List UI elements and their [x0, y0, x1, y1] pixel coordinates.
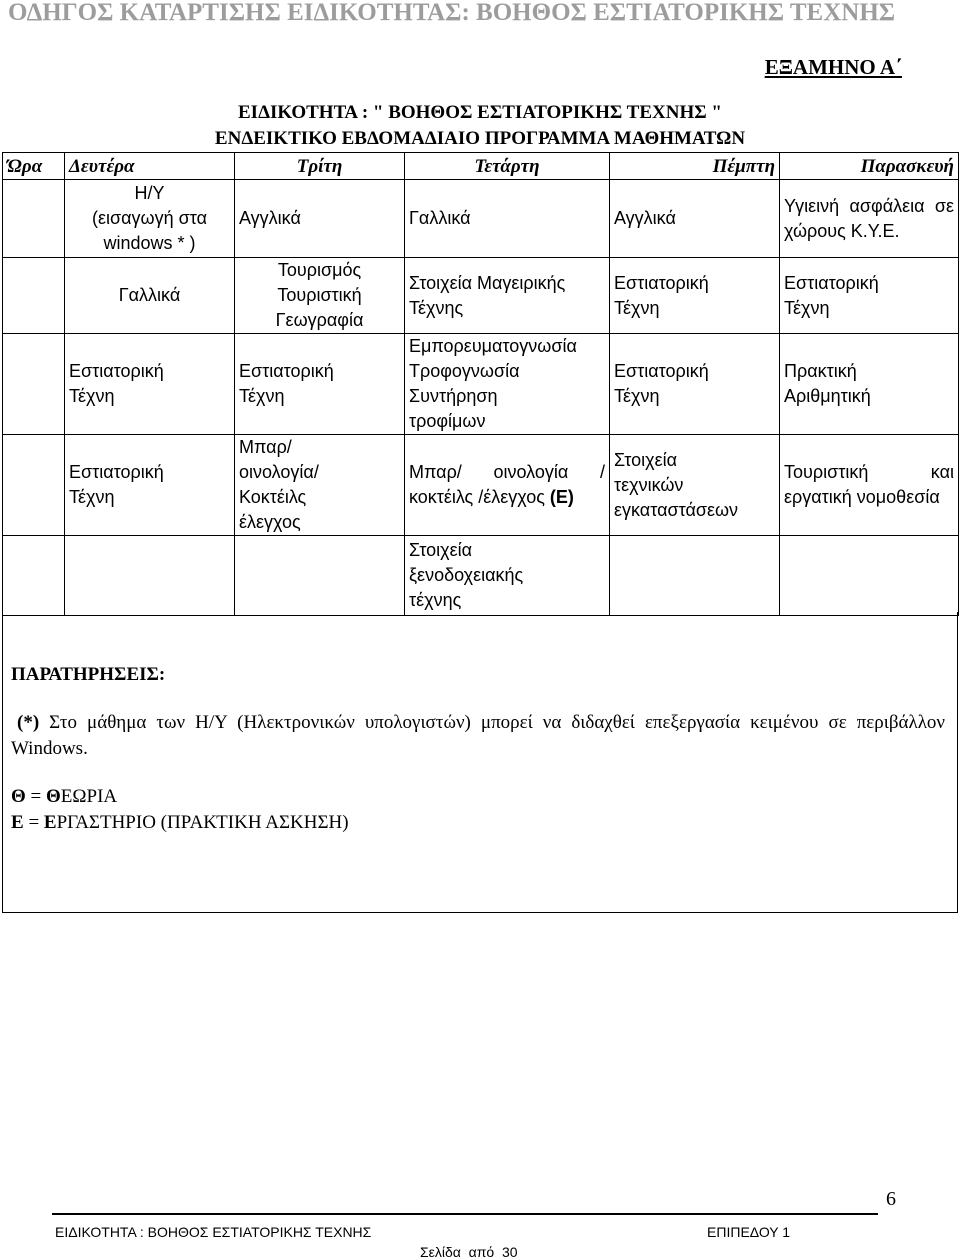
- cell-wednesday: Εμπορευματογνωσία Τροφογνωσία Συντήρηση τροφίμων: [405, 334, 610, 435]
- cell-thursday: Εστιατορική Τέχνη: [610, 334, 780, 435]
- header-friday: Παρασκευή: [780, 153, 959, 180]
- cell-monday: Εστιατορική Τέχνη: [65, 334, 235, 435]
- cell-friday: Υγιεινή ασφάλεια σε χώρους Κ.Υ.Ε.: [780, 180, 959, 258]
- legend-symbol: Θ: [11, 786, 26, 807]
- legend-lab: [11, 812, 349, 834]
- hour-cell: [3, 536, 65, 616]
- cell-tuesday: Αγγλικά: [235, 180, 405, 258]
- cell-friday: Εστιατορική Τέχνη: [780, 258, 959, 334]
- notes-box: [2, 612, 958, 913]
- cell-friday: [780, 536, 959, 616]
- hour-cell: [3, 180, 65, 258]
- program-title: ΕΝΔΕΙΚΤΙΚΟ ΕΒΔΟΜΑΔΙΑΙΟ ΠΡΟΓΡΑΜΜΑ ΜΑΘΗΜΑΤΩΝ: [214, 128, 746, 149]
- semester-label: ΕΞΑΜΗΝΟ Α΄: [764, 55, 902, 79]
- table-header-row: [3, 153, 959, 180]
- hour-cell: [3, 334, 65, 435]
- table-row: [3, 536, 959, 616]
- cell-thursday: Αγγλικά: [610, 180, 780, 258]
- header-tuesday: Τρίτη: [235, 153, 405, 180]
- cell-wednesday: [405, 435, 610, 536]
- table-row: [3, 334, 959, 435]
- lab-mark: (Ε): [549, 487, 574, 507]
- cell-wednesday: Στοιχεία ξενοδοχειακής τέχνης: [405, 536, 610, 616]
- cell-thursday: Στοιχεία τεχνικών εγκαταστάσεων: [610, 435, 780, 536]
- specialty-title: ΕΙΔΙΚΟΤΗΤΑ : " ΒΟΗΘΟΣ ΕΣΤΙΑΤΟΡΙΚΗΣ ΤΕΧΝΗΣ ": [238, 102, 722, 123]
- cell-tuesday: Τουρισμός Τουριστική Γεωγραφία: [235, 258, 405, 334]
- header-hour: Ώρα: [3, 153, 65, 180]
- footer-level: ΕΠΙΠΕΔΟΥ 1: [707, 1224, 791, 1240]
- footer-divider: [52, 1213, 878, 1215]
- cell-thursday: [610, 536, 780, 616]
- cell-friday: Πρακτική Αριθμητική: [780, 334, 959, 435]
- cell-monday: Εστιατορική Τέχνη: [65, 435, 235, 536]
- legend-initial: Ε: [43, 812, 57, 833]
- legend-initial: Θ: [46, 786, 61, 807]
- footnote-text: Στο μάθημα των Η/Υ (Ηλεκτρονικών υπολογιστών) μπορεί να διδαχθεί επεξεργασία κειμένου σε περιβάλλον Windows.: [11, 712, 945, 759]
- hour-cell: [3, 435, 65, 536]
- cell-thursday: Εστιατορική Τέχνη: [610, 258, 780, 334]
- notes-footnote: [11, 710, 945, 762]
- notes-heading: ΠΑΡΑΤΗΡΗΣΕΙΣ:: [11, 664, 166, 685]
- hour-cell: [3, 258, 65, 334]
- weekly-schedule-table: [2, 152, 959, 616]
- cell-wednesday: Γαλλικά: [405, 180, 610, 258]
- table-row: [3, 180, 959, 258]
- wednesday-subject-text: Μπαρ/ οινολογία /κοκτέιλς /έλεγχος: [409, 462, 605, 507]
- cell-monday: [65, 536, 235, 616]
- header-monday: Δευτέρα: [65, 153, 235, 180]
- table-row: [3, 435, 959, 536]
- cell-monday: Γαλλικά: [65, 258, 235, 334]
- cell-monday: Η/Υ (εισαγωγή στα windows * ): [65, 180, 235, 258]
- legend-rest: ΕΩΡΙΑ: [60, 786, 118, 807]
- footnote-mark: (*): [17, 712, 40, 733]
- page-number: 6: [886, 1188, 896, 1210]
- legend-separator: =: [25, 786, 46, 807]
- cell-tuesday: Μπαρ/ οινολογία/ Κοκτέιλς έλεγχος: [235, 435, 405, 536]
- cell-wednesday: Στοιχεία Μαγειρικής Τέχνης: [405, 258, 610, 334]
- legend-theory: [11, 786, 117, 808]
- footer-page-count: Σελίδα από 30: [420, 1244, 518, 1260]
- legend-rest: ΡΓΑΣΤΗΡΙΟ (ΠΡΑΚΤΙΚΗ ΑΣΚΗΣΗ): [56, 812, 349, 833]
- header-wednesday: Τετάρτη: [405, 153, 610, 180]
- cell-friday: Τουριστική και εργατική νομοθεσία: [780, 435, 959, 536]
- footer-specialty: ΕΙΔΙΚΟΤΗΤΑ : ΒΟΗΘΟΣ ΕΣΤΙΑΤΟΡΙΚΗΣ ΤΕΧΝΗΣ: [55, 1224, 372, 1240]
- document-header-title: ΟΔΗΓΟΣ ΚΑΤΑΡΤΙΣΗΣ ΕΙΔΙΚΟΤΗΤΑΣ: ΒΟΗΘΟΣ ΕΣΤΙΑΤΟΡΙΚΗΣ ΤΕΧΝΗΣ: [8, 0, 896, 26]
- legend-separator: =: [23, 812, 44, 833]
- legend-symbol: Ε: [11, 812, 24, 833]
- table-row: [3, 258, 959, 334]
- cell-tuesday: [235, 536, 405, 616]
- header-thursday: Πέμπτη: [610, 153, 780, 180]
- cell-tuesday: Εστιατορική Τέχνη: [235, 334, 405, 435]
